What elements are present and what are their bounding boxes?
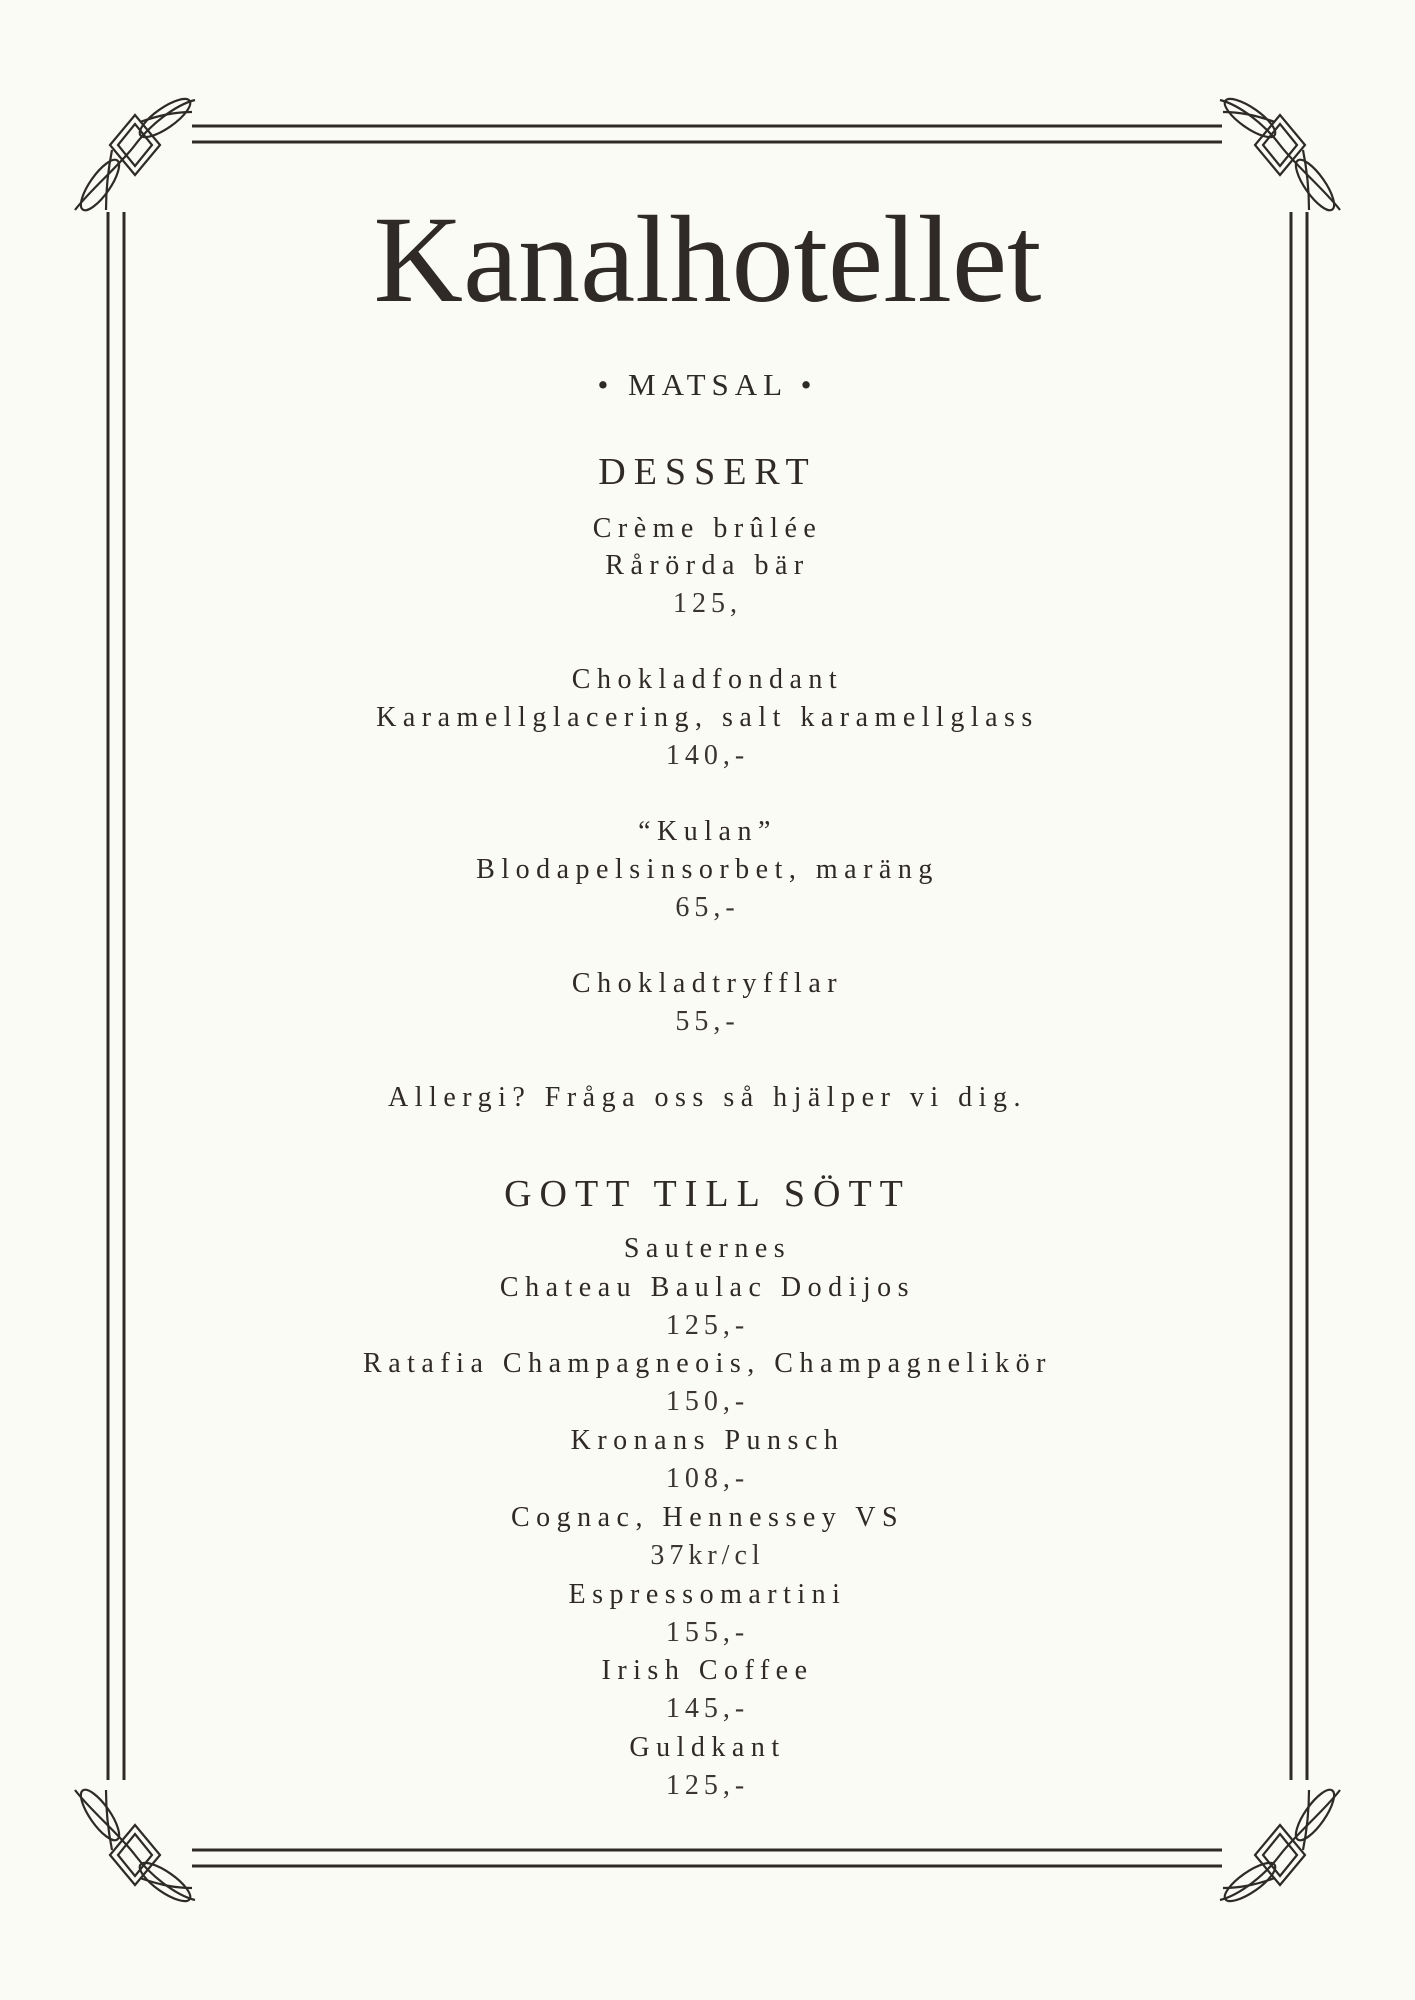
- drink-item-name: Espressomartini: [568, 1579, 847, 1610]
- menu-item-name: “Kulan”: [638, 816, 777, 847]
- menu-item-name: Chokladtryfflar: [571, 968, 844, 999]
- menu-item-price: 55,-: [675, 1006, 740, 1037]
- menu-item-price: 140,-: [665, 740, 750, 771]
- menu-item-description: Blodapelsinsorbet, maräng: [476, 854, 939, 885]
- menu-item-description: Karamellglacering, salt karamellglass: [376, 702, 1039, 733]
- restaurant-title: Kanalhotellet: [373, 191, 1042, 328]
- drink-item-name: Sauternes: [623, 1233, 792, 1264]
- drink-item-price: 108,-: [665, 1463, 750, 1494]
- drink-item-price: 145,-: [665, 1693, 750, 1724]
- drink-item-price: 37kr/cl: [650, 1540, 765, 1571]
- drink-item-name: Ratafia Champagneois, Champagnelikör: [363, 1348, 1052, 1379]
- menu-item-name: Chokladfondant: [571, 664, 844, 695]
- allergy-note: Allergi? Fråga oss så hjälper vi dig.: [388, 1082, 1027, 1113]
- menu-subtitle: • MATSAL •: [597, 367, 818, 402]
- drink-item-name: Guldkant: [629, 1732, 786, 1763]
- dessert-heading: DESSERT: [598, 451, 817, 493]
- drink-item-price: 125,-: [665, 1310, 750, 1341]
- drink-item-description: Chateau Baulac Dodijos: [499, 1272, 916, 1303]
- drink-item-price: 125,-: [665, 1770, 750, 1801]
- menu-item-name: Crème brûlée: [592, 513, 823, 544]
- drink-item-name: Irish Coffee: [601, 1655, 814, 1686]
- drink-item-price: 150,-: [665, 1386, 750, 1417]
- drink-item-name: Kronans Punsch: [570, 1425, 845, 1456]
- drink-item-name: Cognac, Hennessey VS: [510, 1502, 905, 1533]
- drink-item-price: 155,-: [665, 1617, 750, 1648]
- menu-item-price: 125,: [673, 588, 742, 619]
- sweet-drinks-heading: GOTT TILL SÖTT: [504, 1173, 911, 1215]
- menu-item-price: 65,-: [675, 892, 740, 923]
- menu-item-description: Rårörda bär: [605, 550, 810, 581]
